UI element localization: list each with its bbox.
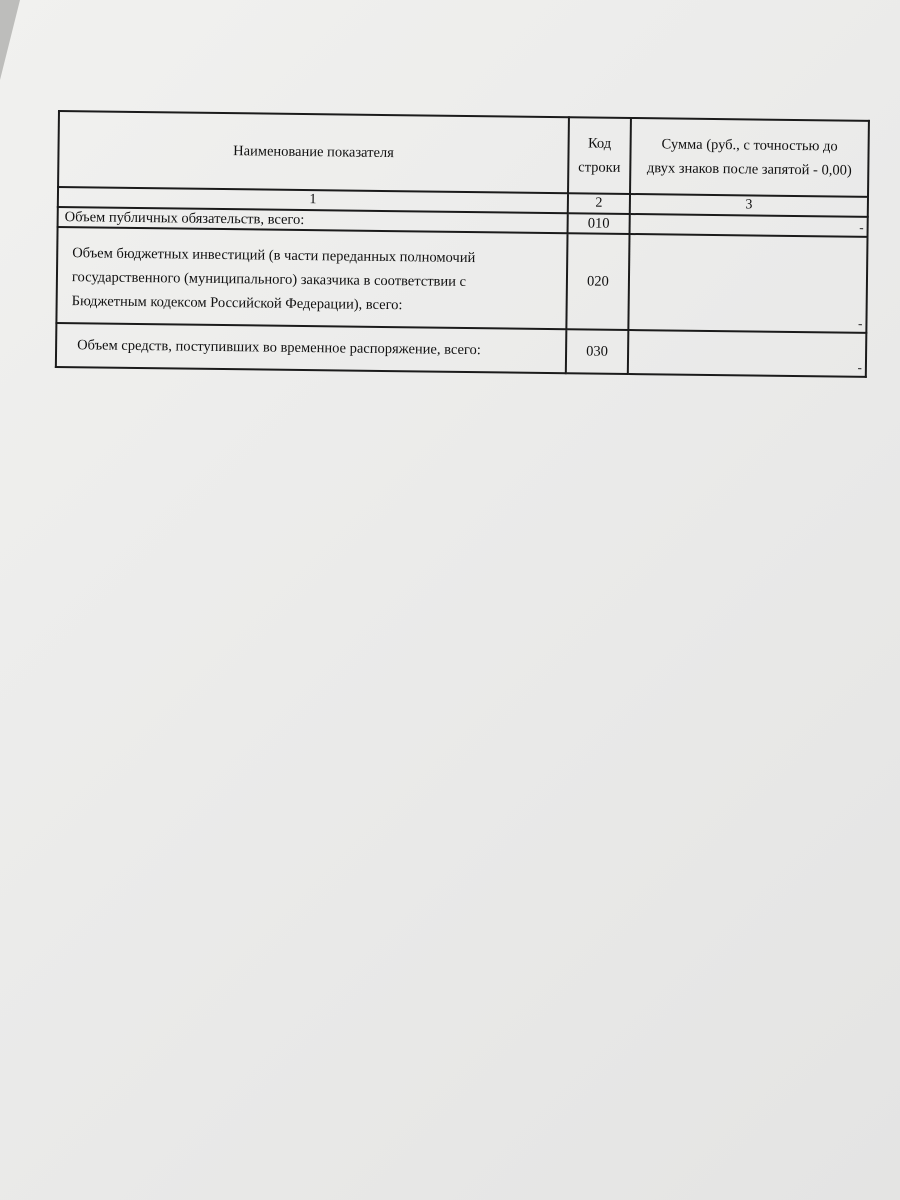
header-sum xyxy=(630,118,869,197)
row-020-name-line1: Объем бюджетных инвестиций (в части переданных полномочий xyxy=(72,245,476,267)
row-010-sum-value: - xyxy=(859,219,864,235)
header-row xyxy=(58,111,869,197)
column-number-2: 2 xyxy=(568,193,630,214)
row-030-code: 030 xyxy=(566,329,629,374)
header-code-line1: Код xyxy=(587,135,612,152)
paper-corner-shadow xyxy=(0,0,20,80)
row-030-sum-cell xyxy=(628,330,867,377)
row-020-name-line2: государственного (муниципального) заказчика в соответствии с xyxy=(71,269,467,290)
header-name: Наименование показателя xyxy=(58,111,569,193)
indicators-table-container xyxy=(55,110,870,378)
row-020-name xyxy=(56,227,567,329)
header-code xyxy=(568,117,631,194)
row-030-name: Объем средств, поступивших во временное распоряжение, всего: xyxy=(56,323,566,373)
row-020-code: 020 xyxy=(566,233,629,330)
column-number-3: 3 xyxy=(630,194,868,217)
row-020-sum-value: - xyxy=(858,315,863,331)
row-010-name: Объем публичных обязательств, всего: xyxy=(58,207,568,233)
row-020-name-line3: Бюджетным кодексом Российской Федерации), всего: xyxy=(71,293,403,314)
table-row xyxy=(56,227,867,333)
header-code-line2: строки xyxy=(578,159,621,176)
header-sum-line2: двух знаков после запятой - 0,00) xyxy=(646,160,852,179)
row-030-sum-value: - xyxy=(857,359,863,375)
indicators-table xyxy=(55,110,870,378)
column-number-1: 1 xyxy=(58,187,568,213)
row-020-sum-cell xyxy=(628,234,867,333)
row-010-code: 010 xyxy=(568,213,630,234)
header-sum-line1: Сумма (руб., с точностью до xyxy=(661,136,838,155)
table-row xyxy=(56,323,866,377)
